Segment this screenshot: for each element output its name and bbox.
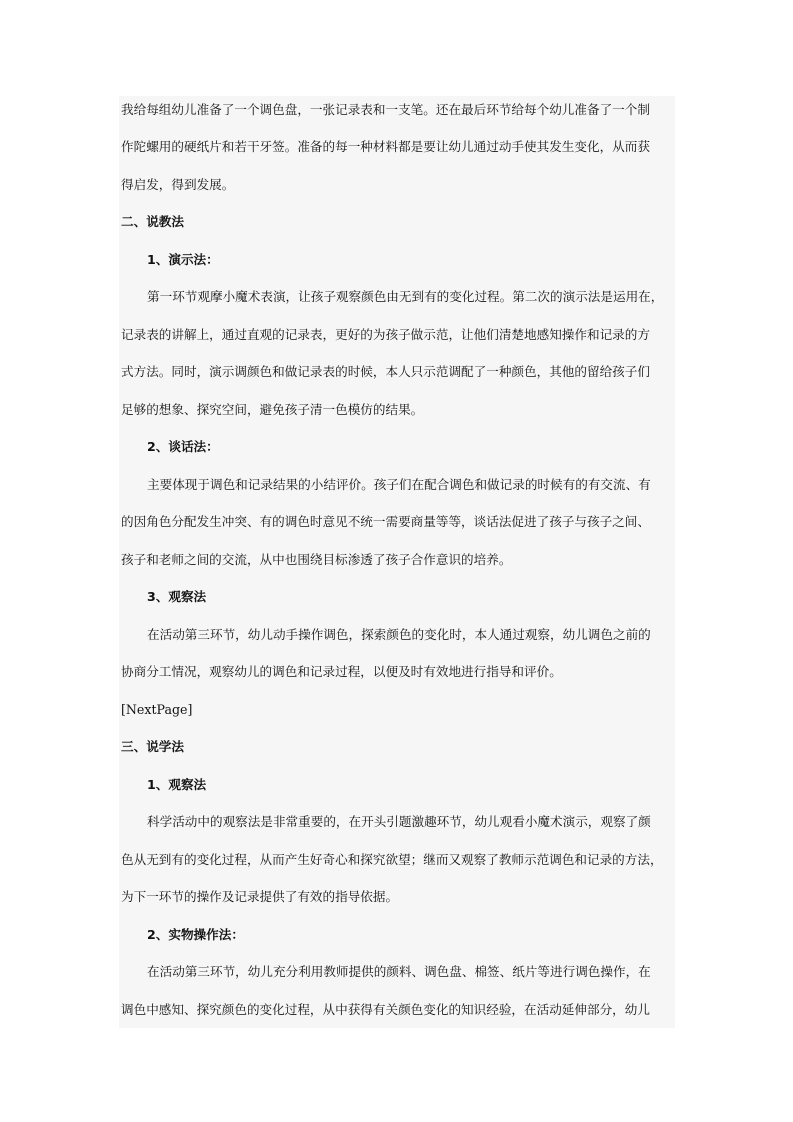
paragraph-line: 式方法。同时，演示调颜色和做记录表的时候，本人只示范调配了一种颜色，其他的留给孩子们 <box>121 364 650 379</box>
paragraph-line: 得启发，得到发展。 <box>121 177 235 192</box>
document-page <box>119 96 675 1028</box>
paragraph-line: 在活动第三环节，幼儿充分利用教师提供的颜料、调色盘、棉签、纸片等进行调色操作，在 <box>147 964 651 979</box>
paragraph-line: 第一环节观摩小魔术表演，让孩子观察颜色由无到有的变化过程。第二次的演示法是运用在， <box>147 289 664 304</box>
paragraph-line: 我给每组幼儿准备了一个调色盘，一张记录表和一支笔。还在最后环节给每个幼儿准备了一个制 <box>121 102 650 117</box>
subsection-heading: 1、观察法 <box>147 777 207 792</box>
section-heading: 二、说教法 <box>121 214 184 229</box>
subsection-heading: 3、观察法 <box>147 589 207 604</box>
paragraph-line: 足够的想象、探究空间，避免孩子清一色模仿的结果。 <box>121 402 424 417</box>
subsection-heading: 2、谈话法： <box>147 439 219 454</box>
paragraph-line: 作陀螺用的硬纸片和若干牙签。准备的每一种材料都是要让幼儿通过动手使其发生变化，从而获 <box>121 139 650 154</box>
paragraph-line: 在活动第三环节，幼儿动手操作调色，探索颜色的变化时，本人通过观察，幼儿调色之前的 <box>147 627 651 642</box>
subsection-heading: 2、实物操作法： <box>147 927 244 942</box>
paragraph-line: 主要体现于调色和记录结果的小结评价。孩子们在配合调色和做记录的时候有的有交流、有 <box>147 477 651 492</box>
paragraph-line: 的因角色分配发生冲突、有的调色时意见不统一需要商量等等，谈话法促进了孩子与孩子之间、 <box>121 514 650 529</box>
paragraph-line: 色从无到有的变化过程，从而产生好奇心和探究欲望；继而又观察了教师示范调色和记录的方法， <box>121 852 663 867</box>
paragraph-line: 为下一环节的操作及记录提供了有效的指导依据。 <box>121 889 399 904</box>
paragraph-line: 协商分工情况，观察幼儿的调色和记录过程，以便及时有效地进行指导和评价。 <box>121 664 562 679</box>
section-heading: 三、说学法 <box>121 739 184 754</box>
paragraph-line: 孩子和老师之间的交流，从中也围绕目标渗透了孩子合作意识的培养。 <box>121 552 512 567</box>
paragraph-line: 科学活动中的观察法是非常重要的，在开头引题激趣环节，幼儿观看小魔术演示，观察了颜 <box>147 814 651 829</box>
paragraph-line: 记录表的讲解上，通过直观的记录表，更好的为孩子做示范，让他们清楚地感知操作和记录的方 <box>121 327 650 342</box>
page-break-marker: [NextPage] <box>121 702 193 717</box>
subsection-heading: 1、演示法： <box>147 252 219 267</box>
paragraph-line: 调色中感知、探究颜色的变化过程，从中获得有关颜色变化的知识经验，在活动延伸部分，幼儿 <box>121 1002 650 1017</box>
